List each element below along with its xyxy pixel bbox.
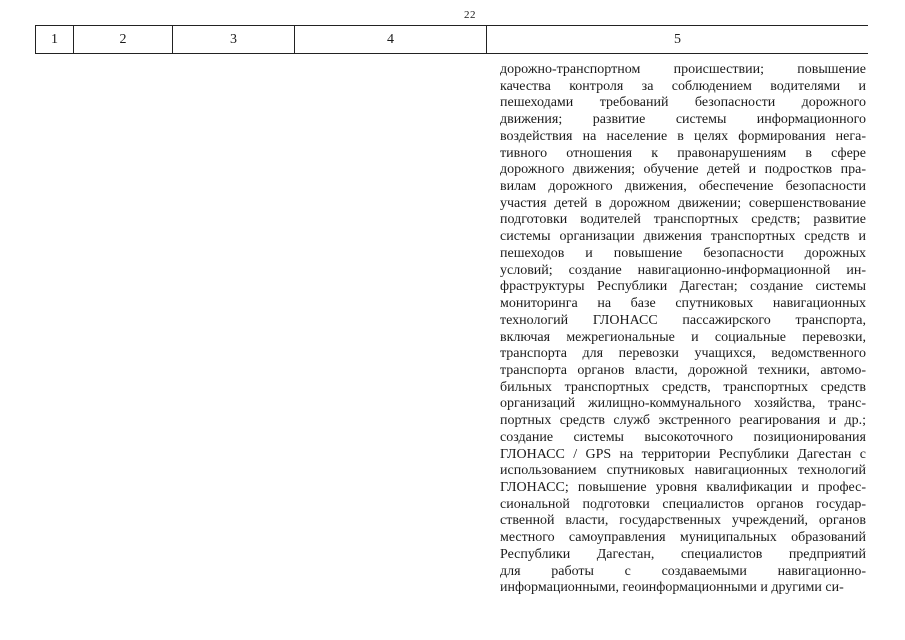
column-header-5: 5 (486, 26, 868, 53)
column-5-text (500, 62, 866, 597)
text-line: участия детей в дорожном движении; совершенствование (500, 195, 866, 211)
text-line: фраструктуры Республики Дагестан; создание системы (500, 279, 866, 295)
text-line: воздействия на население в целях формирования нега- (500, 128, 866, 144)
text-line: движения; развитие системы информационного (500, 112, 866, 128)
text-line: технологий ГЛОНАСС пассажирского транспорта, (500, 312, 866, 328)
text-line: портных средств служб экстренного реагирования и др.; (500, 413, 866, 429)
text-line: Республики Дагестан, специалистов предприятий (500, 546, 866, 562)
text-line: для работы с создаваемыми навигационно- (500, 563, 866, 579)
text-line: бильных транспортных средств, транспортных средств (500, 379, 866, 395)
text-line: использованием спутниковых навигационных технологий (500, 463, 866, 479)
text-line: мониторинга на базе спутниковых навигационных (500, 296, 866, 312)
text-line: тивного отношения к правонарушениям в сфере (500, 145, 866, 161)
text-line: создание системы высокоточного позиционирования (500, 429, 866, 445)
column-header-1: 1 (35, 26, 73, 53)
text-line: вилам дорожного движения, обеспечение безопасности (500, 179, 866, 195)
column-header-3: 3 (172, 26, 294, 53)
text-line: системы организации движения транспортных средств и (500, 229, 866, 245)
text-line: организаций жилищно-коммунального хозяйства, транс- (500, 396, 866, 412)
column-header-4: 4 (294, 26, 486, 53)
text-line: ГЛОНАСС; повышение уровня квалификации и профес- (500, 479, 866, 495)
text-line: условий; создание навигационно-информационной ин- (500, 262, 866, 278)
text-line: качества контроля за соблюдением водителями и (500, 78, 866, 94)
text-line: сиональной подготовки специалистов органов государ- (500, 496, 866, 512)
text-line: местного самоуправления муниципальных образований (500, 530, 866, 546)
text-line: дорожного движения; обучение детей и подростков пра- (500, 162, 866, 178)
text-line: подготовки водителей транспортных средств; развитие (500, 212, 866, 228)
text-line: транспорта для перевозки учащихся, ведомственного (500, 346, 866, 362)
text-line: ГЛОНАСС / GPS на территории Республики Дагестан с (500, 446, 866, 462)
text-line: пешеходов и повышение безопасности дорожных (500, 245, 866, 261)
text-line: включая межрегиональные и социальные перевозки, (500, 329, 866, 345)
text-line: пешеходами требований безопасности дорожного (500, 95, 866, 111)
page-number: 22 (464, 9, 476, 21)
text-line: дорожно-транспортном происшествии; повышение (500, 62, 866, 77)
text-line: ственной власти, государственных учреждений, органов (500, 513, 866, 529)
table-header-row (35, 25, 868, 54)
text-line: информационными, геоинформационными и другими си- (500, 580, 844, 596)
text-line: транспорта органов власти, дорожной техники, автомо- (500, 362, 866, 378)
column-header-2: 2 (73, 26, 172, 53)
